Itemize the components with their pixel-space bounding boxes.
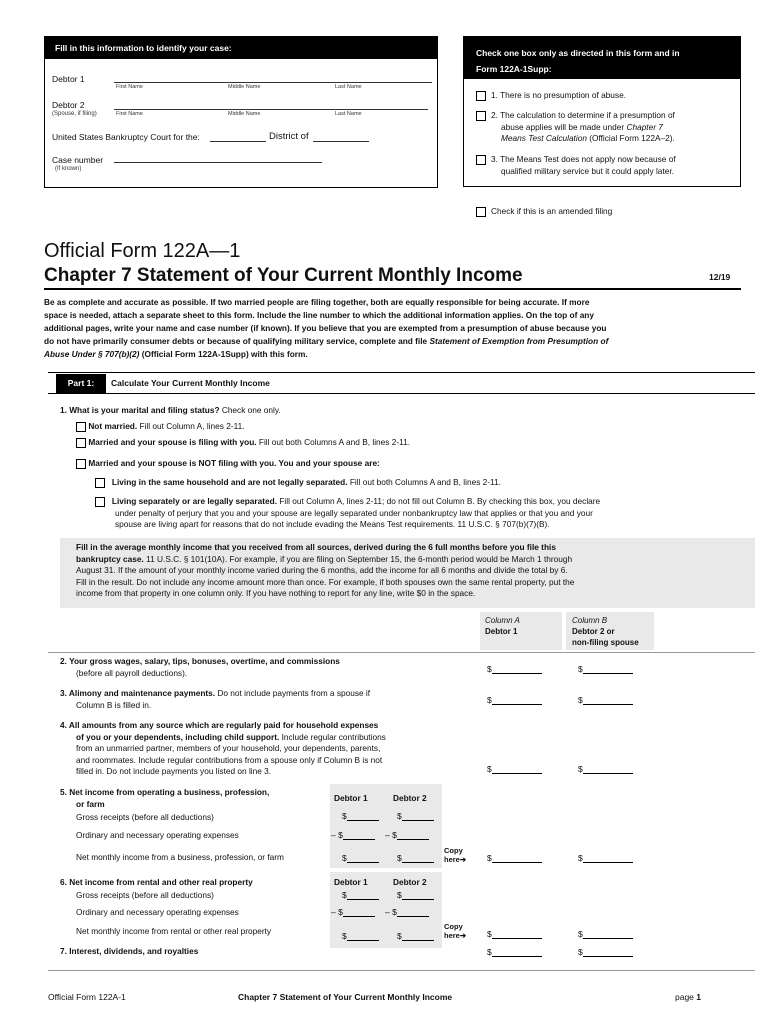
if-known-caption: (If known) [55,166,82,172]
line7-header: 7. Interest, dividends, and royalties [60,946,199,956]
line6-debtor2-head: Debtor 2 [393,877,427,887]
amount-blank[interactable] [402,812,434,821]
option-amended [476,206,612,218]
column-b-header [572,615,639,648]
option-text: (Official Form 122A–2). [589,133,675,143]
status-text: spouse are living apart for reasons that do not include evading the Means Test requirements. 11 U.S.C. § 707(b)(7)(B). [115,519,550,529]
last-name-caption: Last Name [335,84,362,90]
debtor2-sub: (Spouse, if filing) [52,111,97,117]
line4-colB-amount[interactable] [578,764,633,774]
line5-gross-d2[interactable] [397,811,434,821]
footer-title: Chapter 7 Statement of Your Current Monthly Income [238,992,453,1002]
bottom-divider [48,970,755,971]
ident-header: Fill in this information to identify your case: [45,37,437,59]
line6-colA-amount[interactable] [487,929,542,939]
amount-blank[interactable] [347,932,379,941]
dollar-sign: $ [578,695,583,705]
dollar-sign: $ [397,890,402,900]
amount-blank[interactable] [343,908,375,917]
line5-net-label: Net monthly income from a business, profession, or farm [76,852,284,862]
amount-blank[interactable] [402,854,434,863]
checkbox-same-household[interactable] [95,478,105,488]
check-header-line1: Check one box only as directed in this form and in [476,48,680,58]
dollar-sign: $ [578,929,583,939]
colA-title: Column A [485,616,520,625]
form-title: Chapter 7 Statement of Your Current Monthly Income [44,265,523,286]
line6-gross-label: Gross receipts (before all deductions) [76,890,214,900]
first-name-caption-2: First Name [116,111,143,117]
here-arrow-icon: here➔ [444,931,467,940]
line5-expenses-label: Ordinary and necessary operating expenses [76,830,239,840]
option-text: abuse applies will be made under [501,121,625,132]
q1-bold: 1. What is your marital and filing status? [60,405,220,415]
status-text: Fill out both Columns A and B, lines 2-11. [258,437,411,447]
colB-title: Column B [572,616,608,625]
checkbox-no-presumption[interactable] [476,91,486,101]
status-bold: Not married. [88,421,138,431]
line5-colA-amount[interactable] [487,853,542,863]
dollar-sign: $ [397,811,402,821]
line4-bold: of you or your dependents, including child support. [76,731,280,742]
status-separated [95,496,715,531]
line5-debtor1-head: Debtor 1 [334,793,368,803]
colB-sub1: Debtor 2 or [572,627,615,636]
line3-text-1 [60,688,370,700]
line2-text: (before all payroll deductions). [76,667,188,678]
dollar-sign: $ [487,947,492,957]
line6-gross-d1[interactable] [342,890,379,900]
intro-paragraph [44,296,744,361]
option-text: 1. There is no presumption of abuse. [491,90,626,100]
intro-line [44,335,744,348]
line4-colA-amount[interactable] [487,764,542,774]
check-header-line2: Form 122A-1Supp: [476,64,552,74]
colB-sub2: non-filing spouse [572,638,639,647]
dollar-sign: $ [487,853,492,863]
status-text: Fill out both Columns A and B, lines 2-11. [349,477,501,487]
amount-blank[interactable] [583,854,633,863]
amount-blank[interactable] [492,665,542,674]
q1 [60,405,281,417]
status-married-not-filing [76,458,380,470]
avg-bold: bankruptcy case. [76,553,144,564]
last-name-caption-2: Last Name [335,111,362,117]
check-header [464,37,740,79]
minus-sign: – [385,830,390,840]
dollar-sign: $ [578,947,583,957]
form-number: Official Form 122A—1 [44,240,241,262]
amount-blank[interactable] [347,812,379,821]
avg-instructions [76,542,746,600]
column-a-header [485,615,520,637]
middle-name-caption-2: Middle Name [228,111,261,117]
line5-copy-here [444,846,466,864]
court-field[interactable] [210,141,266,142]
line5-header [60,787,269,810]
option-no-presumption [476,90,736,102]
line6-net-d2[interactable] [397,931,434,941]
case-number-label: Case number [52,155,104,165]
amount-blank[interactable] [583,765,633,774]
line3-colA-amount[interactable] [487,695,542,705]
amount-blank[interactable] [347,891,379,900]
line4-text: Include regular contributions [281,731,386,742]
q1-text: Check one only. [221,405,281,415]
line4 [60,720,460,778]
minus-sign: – [331,907,336,917]
line6-copy-here [444,922,466,940]
amount-blank[interactable] [583,665,633,674]
status-text: Fill out Column A, lines 2-11. [139,421,245,431]
status-bold: Married and your spouse is NOT filing with you. You and your spouse are: [88,458,380,468]
line4-text: from an unmarried partner, members of your household, your dependents, parents, [76,743,381,753]
court-label: United States Bankruptcy Court for the: [52,132,200,142]
line3-text: Column B is filled in. [76,699,152,710]
dollar-sign: $ [392,907,397,917]
line5-colB-amount[interactable] [578,853,633,863]
avg-text: 11 U.S.C. § 101(10A). For example, if you are filing on September 15, the 6-month period would be March 1 through [146,553,573,564]
checkbox-married-not-filing[interactable] [76,459,86,469]
option-text-line2 [491,122,736,134]
part1-title: Calculate Your Current Monthly Income [111,378,270,388]
checkbox-amended[interactable] [476,207,486,217]
debtor2-name-field[interactable] [114,109,428,110]
dollar-sign: $ [578,853,583,863]
status-same-household [95,477,501,489]
amount-blank[interactable] [492,930,542,939]
line4-text: filled in. Do not include payments you listed on line 3. [76,766,272,776]
copy-label: Copy [444,846,463,855]
dollar-sign: $ [487,764,492,774]
line5-bold: 5. Net income from operating a business, profession, [60,787,270,797]
middle-name-caption: Middle Name [228,84,261,90]
line3-bold: 3. Alimony and maintenance payments. [60,688,216,698]
intro-line [44,348,744,361]
line4-text-2 [60,732,460,744]
intro-line: additional pages, write your name and case number (if known). If you believe that you are exempted from a presumption of abuse because you [44,323,607,333]
dollar-sign: $ [487,929,492,939]
option-text-italic: Chapter 7 [626,121,663,132]
line2 [60,656,340,679]
dollar-sign: $ [578,664,583,674]
intro-line: Be as complete and accurate as possible. If two married people are filing together, both are equally responsible for being accurate. If more [44,297,590,307]
district-label: District of [269,131,309,142]
colA-sub: Debtor 1 [485,627,518,636]
line5-gross-label: Gross receipts (before all deductions) [76,812,214,822]
status-bold: Living separately or are legally separated. [111,496,278,506]
line6-exp-d1[interactable] [331,907,375,917]
line6-exp-d2[interactable] [385,907,429,917]
footer-page [675,992,701,1002]
amount-blank[interactable] [492,948,542,957]
footer-form-number: Official Form 122A-1 [48,992,126,1002]
line3-colB-amount[interactable] [578,695,633,705]
line4-text: and roommates. Include regular contributions from a spouse only if Column B is not [76,754,383,765]
status-not-married [76,421,245,433]
option-text: Check if this is an amended filing [491,206,613,216]
option-text-italic: Means Test Calculation [501,133,587,143]
checkbox-separated[interactable] [95,497,105,507]
first-name-caption: First Name [116,84,143,90]
dollar-sign: $ [487,664,492,674]
intro-text: (Official Form 122A-1Supp) with this form. [141,349,308,359]
avg-line: August 31. If the amount of your monthly income varied during the 6 months, add the income for all 6 months and divide the total by 6. [76,565,568,575]
checkbox-not-married[interactable] [76,422,86,432]
district-field[interactable] [313,141,369,142]
amount-blank[interactable] [583,948,633,957]
here-arrow-icon: here➔ [444,855,467,864]
debtor1-name-field[interactable] [114,82,432,83]
amount-blank[interactable] [343,831,375,840]
line5-gross-d1[interactable] [342,811,379,821]
line5-exp-d1[interactable] [331,830,375,840]
line6-net-d1[interactable] [342,931,379,941]
option-presumption-calc [476,110,736,145]
amount-blank[interactable] [347,854,379,863]
case-number-field[interactable] [114,162,322,163]
line5-exp-d2[interactable] [385,830,429,840]
dollar-sign: $ [342,931,347,941]
checkbox-presumption-calc[interactable] [476,111,486,121]
line2-colA-amount[interactable] [487,664,542,674]
line5-net-d1[interactable] [342,853,379,863]
dollar-sign: $ [578,764,583,774]
line3 [60,688,370,711]
page-word: page [675,992,694,1002]
status-text: under penalty of perjury that you and your spouse are legally separated under nonbankruptcy law that applies or that you and your [115,507,593,518]
intro-line: space is needed, attach a separate sheet to this form. Include the line number to which the additional information applies. On the top of any [44,310,594,320]
dollar-sign: $ [397,853,402,863]
line3-text: Do not include payments from a spouse if [217,688,371,698]
part1-label: Part 1: [56,374,106,393]
intro-text-italic: Abuse Under § 707(b)(2) [44,349,140,359]
option-means-test-not-apply [476,154,736,177]
minus-sign: – [331,830,336,840]
amount-blank[interactable] [402,932,434,941]
amount-blank[interactable] [397,831,429,840]
option-text: qualified military service but it could apply later. [501,165,674,176]
avg-line: Fill in the result. Do not include any income amount more than once. For example, if both spouses own the same rental property, put the [76,576,575,587]
dollar-sign: $ [342,811,347,821]
debtor2-label: Debtor 2 [52,100,85,110]
intro-text-italic: Statement of Exemption from Presumption of [429,336,609,346]
intro-text: do not have primarily consumer debts or because of qualifying military service, complete and file [44,336,428,346]
checkbox-means-test-not-apply[interactable] [476,155,486,165]
title-rule [44,288,741,290]
amount-blank[interactable] [492,854,542,863]
amount-blank[interactable] [583,930,633,939]
dollar-sign: $ [397,931,402,941]
line2-colB-amount[interactable] [578,664,633,674]
copy-label: Copy [444,922,463,931]
dollar-sign: $ [392,830,397,840]
dollar-sign: $ [338,907,343,917]
option-text: 2. The calculation to determine if a presumption of [491,110,675,120]
line4-bold: 4. All amounts from any source which are regularly paid for household expenses [60,720,379,730]
line6-colB-amount[interactable] [578,929,633,939]
amount-blank[interactable] [583,696,633,705]
avg-line [76,554,746,566]
line5-bold: or farm [76,798,105,809]
form-date: 12/19 [709,272,731,282]
dollar-sign: $ [487,695,492,705]
option-text: 3. The Means Test does not apply now because of [491,154,676,164]
row-divider [48,652,755,653]
amount-blank[interactable] [492,765,542,774]
minus-sign: – [385,907,390,917]
checkbox-married-filing[interactable] [76,438,86,448]
dollar-sign: $ [338,830,343,840]
line5-debtor2-head: Debtor 2 [393,793,427,803]
line2-bold: 2. Your gross wages, salary, tips, bonuses, overtime, and commissions [60,656,340,666]
option-text-line3 [491,133,736,145]
amount-blank[interactable] [397,908,429,917]
line6-expenses-label: Ordinary and necessary operating expenses [76,907,239,917]
status-bold: Living in the same household and are not legally separated. [111,477,348,487]
line6-gross-d2[interactable] [397,890,434,900]
amount-blank[interactable] [492,696,542,705]
dollar-sign: $ [342,853,347,863]
line5-net-d2[interactable] [397,853,434,863]
debtor1-label: Debtor 1 [52,74,85,84]
avg-line: Fill in the average monthly income that you received from all sources, derived during the 6 full months before you file this [76,542,556,552]
line7-colA-amount[interactable] [487,947,542,957]
line6-debtor1-head: Debtor 1 [334,877,368,887]
line6-header: 6. Net income from rental and other real property [60,877,253,887]
page-number: 1 [696,992,702,1002]
amount-blank[interactable] [402,891,434,900]
status-married-filing [76,437,410,449]
status-text: Fill out Column A, lines 2-11; do not fill out Column B. By checking this box, you declare [279,496,601,506]
avg-line: income from that property in one column only. If you have nothing to report for any line, write $0 in the space. [76,588,476,598]
status-bold: Married and your spouse is filing with you. [88,437,257,447]
dollar-sign: $ [342,890,347,900]
line7-colB-amount[interactable] [578,947,633,957]
line6-net-label: Net monthly income from rental or other real property [76,926,272,936]
